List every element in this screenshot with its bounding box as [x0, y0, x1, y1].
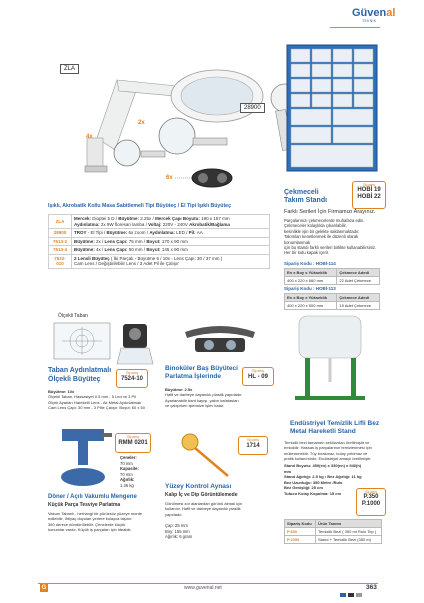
- lamp-illustration: [57, 58, 307, 198]
- spec-text: TROY - El Tipi / Büyütme: 6x zoom / Aydınlatma: LED / Pil: AA: [72, 229, 270, 238]
- taban-desc: Büyütme: 10x Ölçekli Taban, Hassasiyet 0.5 mm - 5 Led ve 3 Pil Ölçek Ayarları Hareketli Lens - Ak Metal Aydınlatmalı Cam Lens Çapı: 30 mm - 3 Pille Çalışır. Boyut: 60 x 50: [48, 389, 145, 410]
- spec-row: [49, 237, 270, 246]
- spec-row: [49, 246, 270, 255]
- bez-desc: Temizlik bezi tamamen selülozdan üretilmiştir ve emiciidir. Hassas iş parçalarının temizlenmesi için mükemmeldir. Tüy bırakmaz, kolay yırtılmaz ve pratik kullanımlıdır. Endüstriyel amaçlı üretilmiştir.: [284, 440, 372, 461]
- binokuler-image: [175, 322, 265, 362]
- footer-url[interactable]: www.guvenal.net: [184, 585, 222, 591]
- bez-stand-image: [285, 312, 380, 404]
- lamp-title: Işıklı, Akrobatik Kollu Masa Sabitlemeli Tipi Büyüteç / El Tipi Işıklı Büyüteç: [48, 203, 231, 209]
- mag-2x-label: 2x: [138, 120, 145, 126]
- hobi-code-box: [352, 181, 386, 209]
- mag-6x-label: 6x: [166, 175, 173, 181]
- binokuler-desc: Büyütme: 2.5x Hafif ve darbeye dayanıklı plastik yapıdadır. Ayarlanabilir bant kayışı, yakın kafatasları ve çalışırken işlerinize işlev katar.: [165, 387, 243, 408]
- brand-name-b: al: [386, 7, 396, 19]
- spec-code: 7522-010: [49, 254, 72, 268]
- bez-specs: Stand Boyutu: 450(en) x 330(en) x 940(h) mm Stand Ağırlığı: 2.5 kg • Bez Ağırlığı: 11 kg Bez Uzunluğu: 350 Metre /Rulo Bez Genişliği: 25 cm Tutucu Kolay Kopulma: 15 cm: [284, 463, 362, 496]
- binokuler-title: Binoküler Baş Büyüteci Parlatma İşlerinde: [165, 365, 238, 380]
- spec-text: 2 Lensli Büyüteç ( İki Parçalı - Büyütme 6 / 10x - Lens Çapı: 30 / 37 mm ) Cam Lens / Değiştirilebilir Lens / 3 Adet Pil ile Çalışır: [72, 254, 270, 268]
- brand-sub: TEKNİK: [362, 19, 377, 23]
- hobi-tbl2: En x Boy x Yükseklik Çekmece Adedi 400 x 220 x 500 mm 19 Adet Çekmece: [284, 293, 380, 310]
- lamp-svg: [57, 58, 307, 198]
- spec-text: Mercek: Dioptei 5 D / Büyütme: 2.25x / Mercek Çapı Boyutu: 190 x 157 mm Aydınlatma: 2x 9W floresan lamba / Voltaj: 220V - 240V Akrobatik/Bağlama: [72, 215, 270, 229]
- hobi-title: [284, 189, 327, 205]
- spec-code: ZLA: [49, 215, 72, 229]
- taban-product-image: [115, 320, 155, 366]
- mengene-title: Döner / Açılı Vakumlu Mengene Küçük Parça Tesviye Parlatma: [48, 494, 137, 508]
- hobi-code-1: HOBİ 19: [357, 187, 381, 193]
- brand-name-a: Güven: [352, 7, 387, 19]
- hobi-tbl1-title: Sipariş Kodu : HOBİ-114: [284, 261, 336, 266]
- hobi-code-2: HOBİ 22: [357, 194, 381, 200]
- taban-title: Taban Aydınlatmalı Ölçekli Büyüteç: [48, 367, 112, 383]
- hobi-cabinet-image: [285, 43, 380, 173]
- ayna-image: [178, 432, 233, 480]
- brand-divider: [330, 27, 380, 28]
- ayna-code-box: Sipariş 1714: [238, 436, 268, 455]
- bez-table: Sipariş Kodu Ürün Tanımı P.350 Temizlik Bezi ( 350 mt Rulo Top ) P.1000 Stand + Temizlik Bezi (350 m): [284, 519, 382, 544]
- hobi-title-2: Takım Standı: [284, 197, 328, 204]
- mengene-code-box: Sipariş RMM 0201: [115, 433, 151, 453]
- page-number: 363: [366, 584, 377, 591]
- bez-code-box: Sipariş P.350 P.1000: [356, 488, 386, 516]
- mengene-desc: Vakum Tabanlı , herhangi bir pürüzsüz yüzeye monte edilebilir, İhtiyaç duyulan yerlere kolayca taşınır. 360 derece döndürülebilir. Çenelerde küçük konumlar vardır. Küçük iş parçaları için idealdir.: [48, 511, 142, 532]
- taban-code-box: Sipariş 7524-10: [116, 369, 148, 388]
- spec-text: Büyütme: 2x / Lens Çapı: 75 mm / Boyut: 170 x 90 mm: [72, 237, 270, 246]
- hobi-subtitle: Farklı Serileri İçin Firmamızı Arayınız.: [284, 209, 376, 215]
- ayna-specs: Çap: 25 mm Boy: 155 mm Ağırlık: 6 gram: [165, 523, 193, 540]
- spec-row: [49, 254, 270, 268]
- brand-logo: [352, 7, 395, 19]
- bez-title: Endüstriyel Temizlik Lifli Bez Metal Hareketli Stand: [290, 420, 380, 435]
- taban-tag: Ölçekli Taban: [58, 313, 88, 319]
- tag-28900: 28900: [240, 103, 265, 113]
- hobi-title-1: Çekmeceli: [284, 189, 319, 196]
- spec-row: [49, 229, 270, 238]
- mag-4x-label: 4x: [86, 134, 93, 140]
- ayna-title: Yüzey Kontrol Aynası Kalıp İç ve Dip Görüntülemede: [165, 483, 238, 498]
- tag-zla: ZLA: [60, 64, 79, 74]
- spec-code: 7513-4: [49, 246, 72, 255]
- footer-logo: G: [41, 585, 47, 591]
- hobi-tbl1: En x Boy x Yükseklik Çekmece Adedi 400 x 220 x 660 mm 22 Adet Çekmece: [284, 268, 380, 285]
- taban-scale-image: [52, 321, 112, 361]
- mengene-specs: Çeneler: 70 mm Kapasite: 70 mm Ağırlık: 1.35 kg: [120, 455, 139, 488]
- footer-icons: [340, 585, 364, 591]
- spec-text: Büyütme: 4x / Lens Çapı: 50 mm / Boyut: 145 x 90 mm: [72, 246, 270, 255]
- binokuler-code-box: Sipariş HL - 09: [242, 367, 274, 386]
- spec-code: 7513-2: [49, 237, 72, 246]
- spec-row: [49, 215, 270, 229]
- hobi-desc: Parçalarınızı çekmecelerde muhafaza edin. Çekmeceler kolaylıkla çıkarılabilir, kesinlikle işin bir gelekte saklanmaktadır. Takımları kenetlenmek ile düzenli olarak konumlanmak için bu standı farklı serileri birlikte kullanabilirsiniz. Her bir lodu kapak içerir.: [284, 218, 377, 256]
- mengene-image: [52, 425, 114, 490]
- spec-table: [48, 214, 270, 269]
- ayna-desc: Görülmesi zor alanlardan görünü almak için kullanılır. Hafif ve darbeye dayanıklı plastik yapıdadır.: [165, 501, 243, 517]
- spec-code: 28900: [49, 229, 72, 238]
- hobi-tbl2-title: Sipariş Kodu : HOBİ-113: [284, 286, 336, 291]
- hobi-code-label: Sipariş: [362, 182, 376, 187]
